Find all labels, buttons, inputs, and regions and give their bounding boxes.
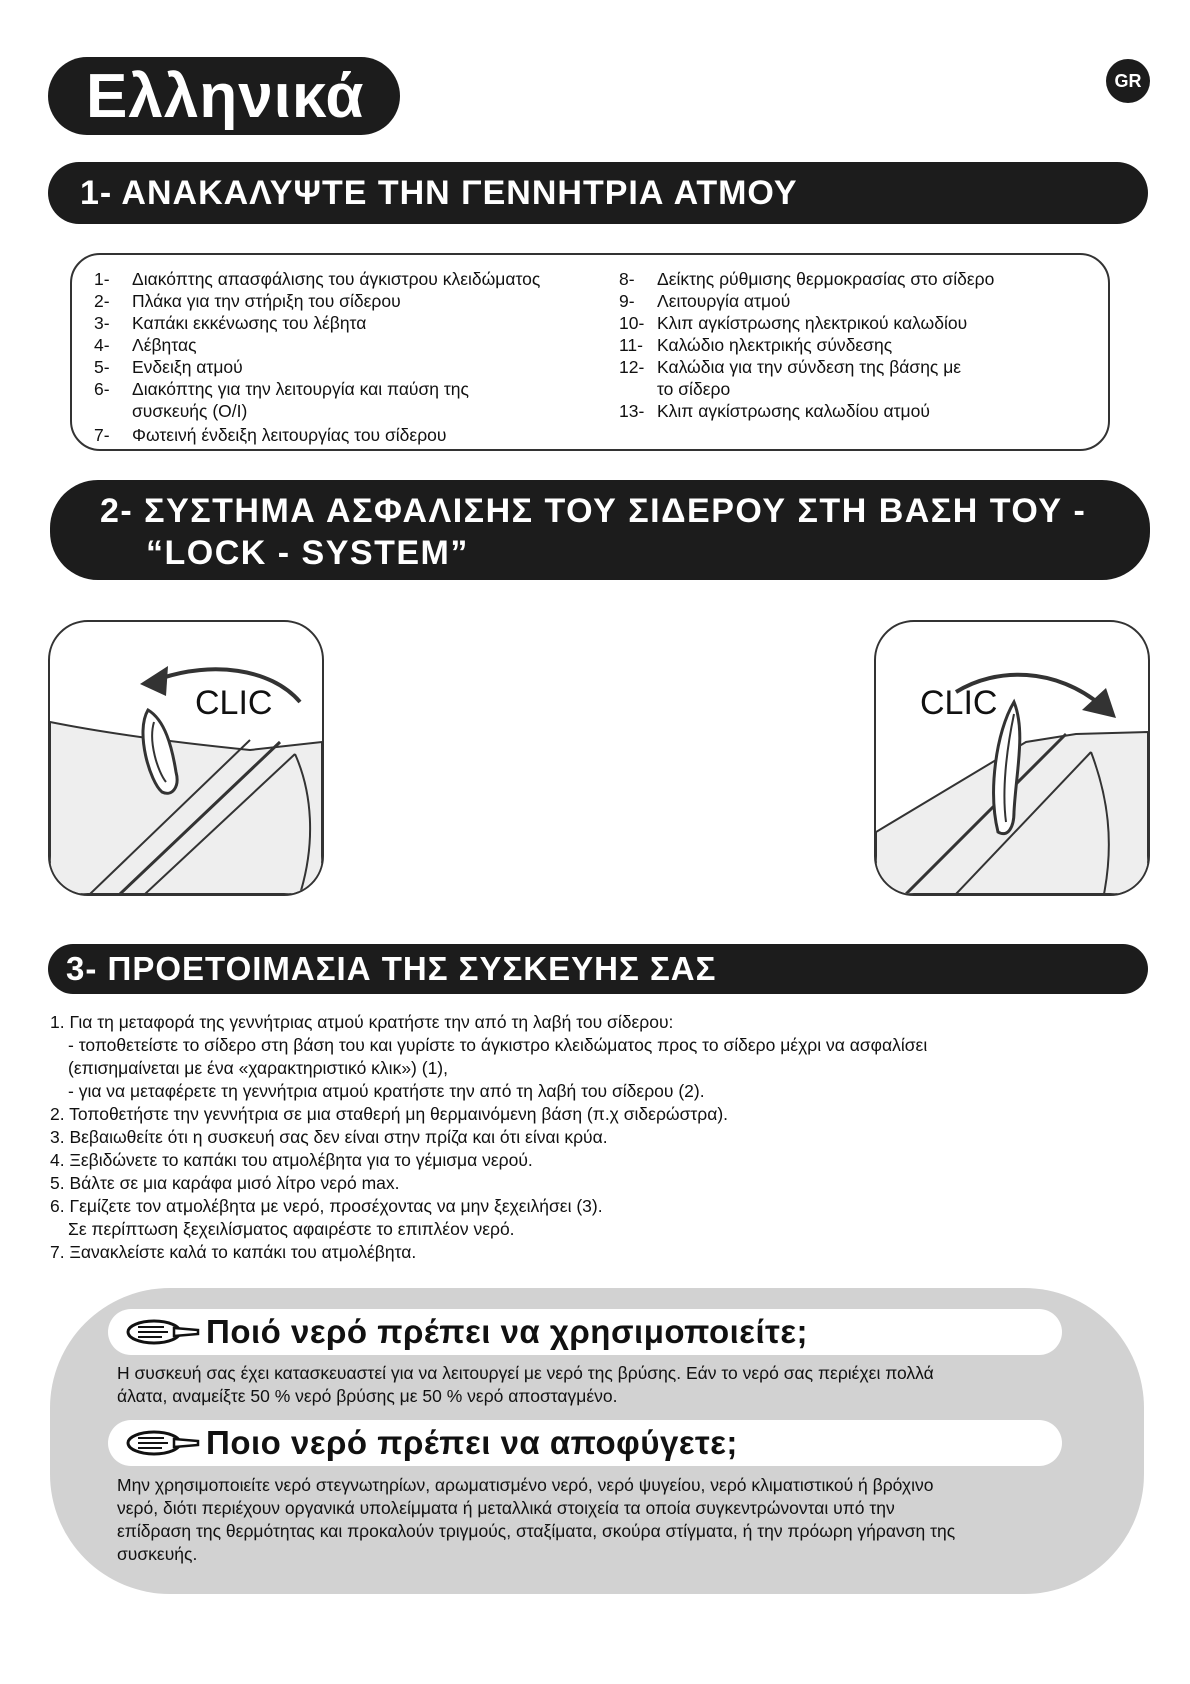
avoid-water-heading-pill [108,1420,1062,1466]
part-number: 11- [619,335,643,355]
part-number: 2- [94,291,110,311]
iron-lock-drawing-right [876,622,1148,894]
section2-title-line2: “LOCK - SYSTEM” [146,534,469,572]
language-title: Ελληνικά [86,62,365,131]
step-line: - για να μεταφέρετε τη γεννήτρια ατμού κρατήστε την από τη λαβή του σίδερου (2). [68,1081,705,1101]
use-water-line: Η συσκευή σας έχει κατασκευαστεί για να λειτουργεί με νερό της βρύσης. Εάν το νερό σας περιέχει πολλά [117,1363,934,1383]
section2-title-line1: 2- ΣΥΣΤΗΜΑ ΑΣΦΑΛΙΣΗΣ ΤΟΥ ΣΙΔΕΡΟΥ ΣΤΗ ΒΑΣΗ ΤΟΥ - [100,492,1087,530]
part-number: 10- [619,313,645,333]
section3-banner [48,944,1148,994]
part-text: το σίδερο [657,379,731,399]
part-number: 8- [619,269,635,289]
part-text: Πλάκα για την στήριξη του σίδερου [132,291,401,311]
use-water-heading-pill [108,1309,1062,1355]
water-info-panel [50,1288,1144,1594]
step-line: 4. Ξεβιδώνετε το καπάκι του ατμολέβητα για το γέμισμα νερού. [50,1150,533,1170]
avoid-water-line: επίδραση της θερμότητας και προκαλούν τριγμούς, σταξίματα, σκούρα στίγματα, ή την πρόωρη γήρανση της [117,1521,956,1541]
avoid-water-line: Μην χρησιμοποιείτε νερό στεγνωτηρίων, αρωματισμένο νερό, νερό ψυγείου, νερό κλιματιστικού ή βρόχινο [117,1475,934,1495]
part-text: Καλώδια για την σύνδεση της βάσης με [657,357,962,377]
parts-list-box [70,253,1110,451]
step-line: (επισημαίνεται με ένα «χαρακτηριστικό κλικ») (1), [68,1058,448,1078]
part-text: Φωτεινή ένδειξη λειτουργίας του σίδερου [132,425,447,445]
step-line: Σε περίπτωση ξεχειλίσματος αφαιρέστε το επιπλέον νερό. [68,1219,515,1239]
section1-banner [48,162,1148,224]
part-text: Κλιπ αγκίστρωσης ηλεκτρικού καλωδίου [657,313,968,333]
part-number: 4- [94,335,110,355]
section2-banner [50,480,1150,580]
clic-label-left: CLIC [195,684,273,722]
part-text: Κλιπ αγκίστρωσης καλωδίου ατμού [657,401,930,421]
part-text: Λειτουργία ατμού [657,291,791,311]
use-water-line: άλατα, αναμείξτε 50 % νερό βρύσης με 50 % νερό αποσταγμένο. [117,1386,618,1406]
step-line: 5. Βάλτε σε μια καράφα μισό λίτρο νερό max. [50,1173,400,1193]
part-number: 9- [619,291,635,311]
part-text: Δείκτης ρύθμισης θερμοκρασίας στο σίδερο [657,269,995,289]
pointing-hand-icon [124,1429,202,1457]
avoid-water-line: συσκευής. [117,1544,198,1564]
step-line: 7. Ξανακλείστε καλά το καπάκι του ατμολέβητα. [50,1242,417,1262]
step-line: 3. Βεβαιωθείτε ότι η συσκευή σας δεν είναι στην πρίζα και ότι είναι κρύα. [50,1127,608,1147]
country-code-badge: GR [1106,59,1150,103]
iron-lock-drawing-left [50,622,322,894]
part-text: Καπάκι εκκένωσης του λέβητα [132,313,367,333]
part-number: 7- [94,425,110,445]
step-line: - τοποθετείστε το σίδερο στη βάση του και γυρίστε το άγκιστρο κλειδώματος προς το σίδερο μέχρι να ασφαλίσει [68,1035,928,1055]
part-text: Λέβητας [132,335,197,355]
lock-illustration-left [48,620,324,896]
part-text: Διακόπτης απασφάλισης του άγκιστρου κλειδώματος [132,269,541,289]
section3-title: 3- ΠΡΟΕΤΟΙΜΑΣΙΑ ΤΗΣ ΣΥΣΚΕΥΗΣ ΣΑΣ [66,950,717,987]
avoid-water-heading: Ποιο νερό πρέπει να αποφύγετε; [206,1424,738,1461]
part-number: 1- [94,269,110,289]
step-line: 6. Γεμίζετε τον ατμολέβητα με νερό, προσέχοντας να μην ξεχειλήσει (3). [50,1196,603,1216]
part-number: 12- [619,357,645,377]
part-number: 5- [94,357,110,377]
part-text: Ενδειξη ατμού [132,357,243,377]
use-water-heading: Ποιό νερό πρέπει να χρησιμοποιείτε; [206,1313,809,1350]
part-text: Καλώδιο ηλεκτρικής σύνδεσης [657,335,893,355]
part-text: Διακόπτης για την λειτουργία και παύση της [132,379,469,399]
pointing-hand-icon [124,1318,202,1346]
part-number: 3- [94,313,110,333]
part-text: συσκευής (O/I) [132,401,248,421]
step-line: 1. Για τη μεταφορά της γεννήτριας ατμού κρατήστε την από τη λαβή του σίδερου: [50,1012,674,1032]
step-line: 2. Τοποθετήστε την γεννήτρια σε μια σταθερή μη θερμαινόμενη βάση (π.χ σιδερώστρα). [50,1104,729,1124]
part-number: 13- [619,401,645,421]
part-number: 6- [94,379,110,399]
language-title-pill [48,57,400,135]
clic-label-right: CLIC [920,684,998,722]
section1-title: 1- ΑΝΑΚΑΛΥΨΤΕ ΤΗΝ ΓΕΝΝΗΤΡΙΑ ΑΤΜΟΥ [80,174,798,212]
lock-illustration-right [874,620,1150,896]
avoid-water-line: νερό, διότι περιέχουν οργανικά υπολείμματα ή μεταλλικά στοιχεία τα οποία συγκεντρώνονται υπό την [117,1498,895,1518]
